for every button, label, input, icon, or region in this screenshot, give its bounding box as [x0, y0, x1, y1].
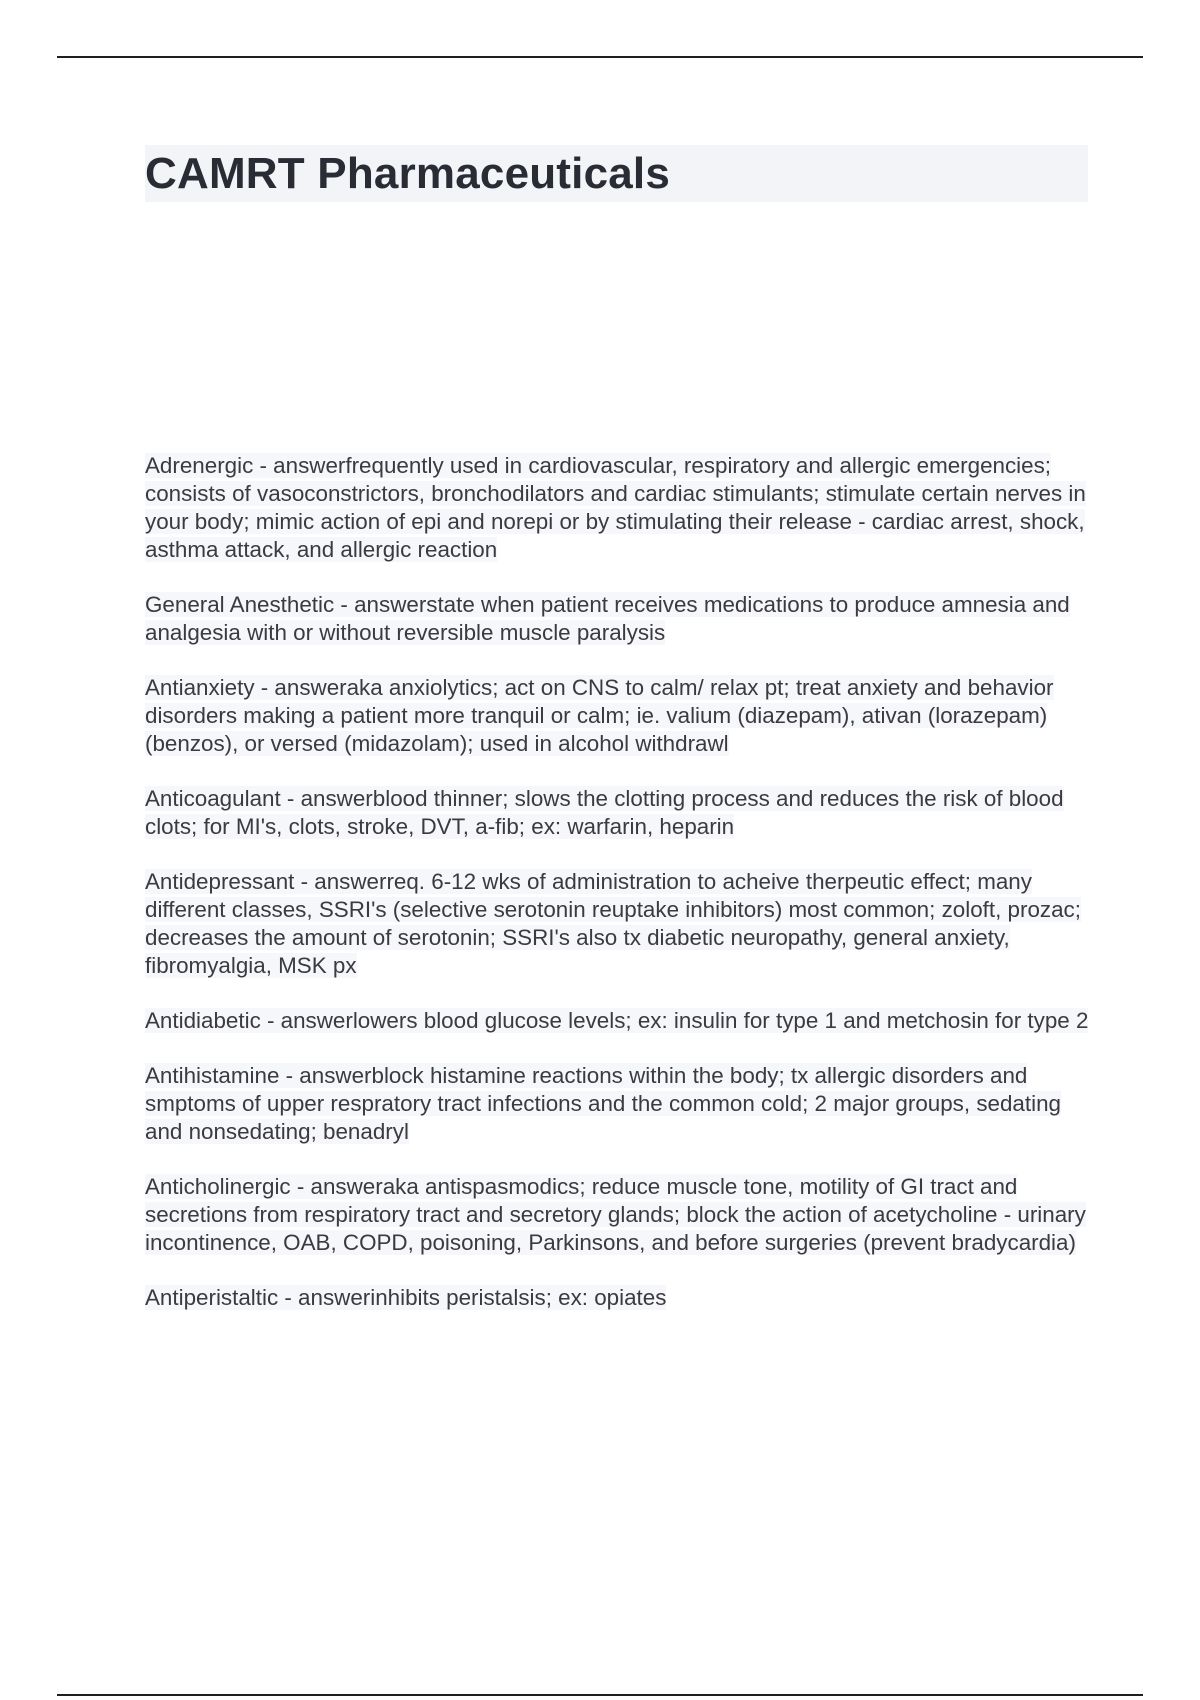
list-item-antianxiety [145, 674, 1095, 758]
list-item-antihistamine [145, 1062, 1095, 1146]
entry-text: Anticholinergic - answeraka antispasmodics; reduce muscle tone, motility of GI tract and secretions from respiratory tract and secretory glands; block the action of acetycholine - urinary incontinence, OAB, COPD, poisoning, Parkinsons, and before surgeries (prevent bradycardia) [145, 1174, 1086, 1255]
entry-text: Antidiabetic - answerlowers blood glucose levels; ex: insulin for type 1 and metchosin for type 2 [145, 1008, 1089, 1033]
list-item-general-anesthetic [145, 591, 1095, 647]
list-item-adrenergic [145, 452, 1095, 564]
entry-text: Anticoagulant - answerblood thinner; slows the clotting process and reduces the risk of blood clots; for MI's, clots, stroke, DVT, a-fib; ex: warfarin, heparin [145, 786, 1064, 839]
entry-text: Antidepressant - answerreq. 6-12 wks of administration to acheive therpeutic effect; many different classes, SSRI's (selective serotonin reuptake inhibitors) most common; zoloft, prozac; decreases the amount of serotonin; SSRI's also tx diabetic neuropathy, general anxiety, fibromyalgia, MSK px [145, 869, 1081, 978]
page-title: CAMRT Pharmaceuticals [145, 149, 671, 198]
entry-text: General Anesthetic - answerstate when patient receives medications to produce amnesia and analgesia with or without reversible muscle paralysis [145, 592, 1070, 645]
list-item-antidepressant [145, 868, 1095, 980]
entry-text: Antiperistaltic - answerinhibits peristalsis; ex: opiates [145, 1285, 667, 1310]
flashcard-list [145, 452, 1095, 1339]
list-item-antidiabetic [145, 1007, 1095, 1035]
entry-text: Adrenergic - answerfrequently used in cardiovascular, respiratory and allergic emergencies; consists of vasoconstrictors, bronchodilators and cardiac stimulants; stimulate certain nerves in your body; mimic action of epi and norepi or by stimulating their release - cardiac arrest, shock, asthma attack, and allergic reaction [145, 453, 1086, 562]
entry-text: Antihistamine - answerblock histamine reactions within the body; tx allergic disorders and smptoms of upper respratory tract infections and the common cold; 2 major groups, sedating and nonsedating; benadryl [145, 1063, 1061, 1144]
header-rule [57, 56, 1143, 58]
list-item-antiperistaltic [145, 1284, 1095, 1312]
list-item-anticoagulant [145, 785, 1095, 841]
list-item-anticholinergic [145, 1173, 1095, 1257]
footer-rule [57, 1694, 1143, 1696]
entry-text: Antianxiety - answeraka anxiolytics; act on CNS to calm/ relax pt; treat anxiety and behavior disorders making a patient more tranquil or calm; ie. valium (diazepam), ativan (lorazepam) (benzos), or versed (midazolam); used in alcohol withdrawl [145, 675, 1054, 756]
